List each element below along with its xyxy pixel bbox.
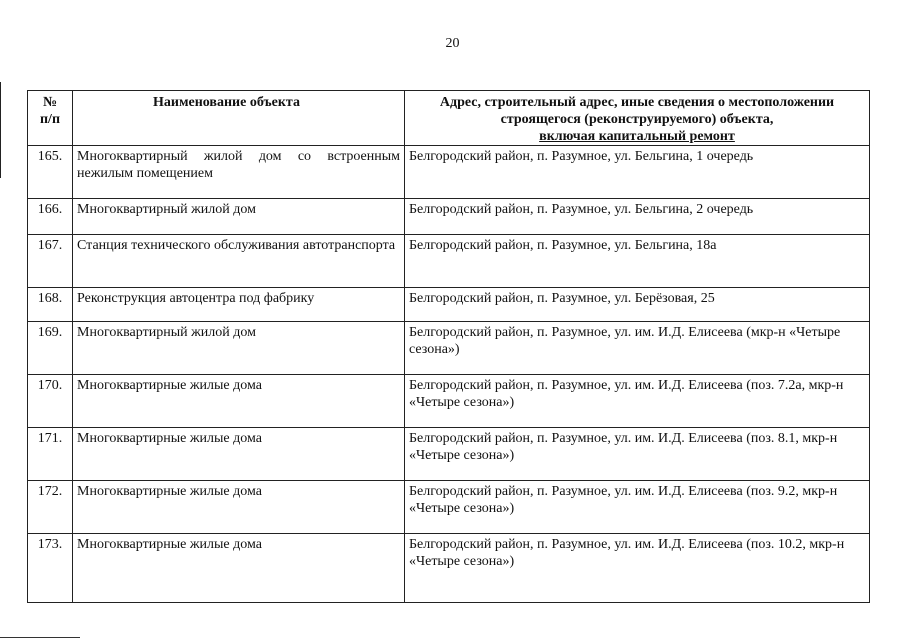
row-object-name: Многоквартирный жилой дом [73,322,405,375]
row-number: 169. [28,322,73,375]
row-number: 166. [28,199,73,235]
page-number: 20 [445,36,460,51]
objects-table [27,90,870,603]
header-object-name: Наименование объекта [73,91,405,146]
row-address: Белгородский район, п. Разумное, ул. Бельгина, 2 очередь [405,199,870,235]
table-row [28,375,870,428]
row-object-name: Станция технического обслуживания автотранспорта [73,235,405,288]
row-number: 171. [28,428,73,481]
row-number: 168. [28,288,73,322]
row-object-name: Многоквартирные жилые дома [73,481,405,534]
row-address: Белгородский район, п. Разумное, ул. им. И.Д. Елисеева (поз. 8.1, мкр-н «Четыре сезона») [405,428,870,481]
row-number: 173. [28,534,73,603]
row-address: Белгородский район, п. Разумное, ул. им. И.Д. Елисеева (поз. 9.2, мкр-н «Четыре сезона») [405,481,870,534]
row-object-name: Многоквартирный жилой дом со встроенным нежилым помещением [73,146,405,199]
table-row [28,428,870,481]
row-object-name: Многоквартирные жилые дома [73,375,405,428]
row-number: 165. [28,146,73,199]
row-address: Белгородский район, п. Разумное, ул. Берёзовая, 25 [405,288,870,322]
table-row [28,534,870,603]
table-row [28,235,870,288]
row-address: Белгородский район, п. Разумное, ул. им. И.Д. Елисеева (поз. 10.2, мкр-н «Четыре сезона») [405,534,870,603]
row-address: Белгородский район, п. Разумное, ул. им. И.Д. Елисеева (поз. 7.2а, мкр-н «Четыре сезона») [405,375,870,428]
row-object-name: Многоквартирные жилые дома [73,534,405,603]
table-row [28,199,870,235]
table-header-row [28,91,870,146]
header-number: № п/п [28,91,73,146]
row-number: 170. [28,375,73,428]
row-address: Белгородский район, п. Разумное, ул. им. И.Д. Елисеева (мкр-н «Четыре сезона») [405,322,870,375]
row-address: Белгородский район, п. Разумное, ул. Бельгина, 1 очередь [405,146,870,199]
row-object-name: Многоквартирный жилой дом [73,199,405,235]
row-object-name: Реконструкция автоцентра под фабрику [73,288,405,322]
scan-edge-mark-bottom [0,637,80,638]
header-address: Адрес, строительный адрес, иные сведения о местоположении строящегося (реконструируемого) объекта, включая капитальный ремонт [405,91,870,146]
row-number: 167. [28,235,73,288]
scan-edge-mark [0,82,1,178]
table-row [28,322,870,375]
row-address: Белгородский район, п. Разумное, ул. Бельгина, 18а [405,235,870,288]
table-row [28,146,870,199]
row-number: 172. [28,481,73,534]
table-row [28,288,870,322]
row-object-name: Многоквартирные жилые дома [73,428,405,481]
table-row [28,481,870,534]
